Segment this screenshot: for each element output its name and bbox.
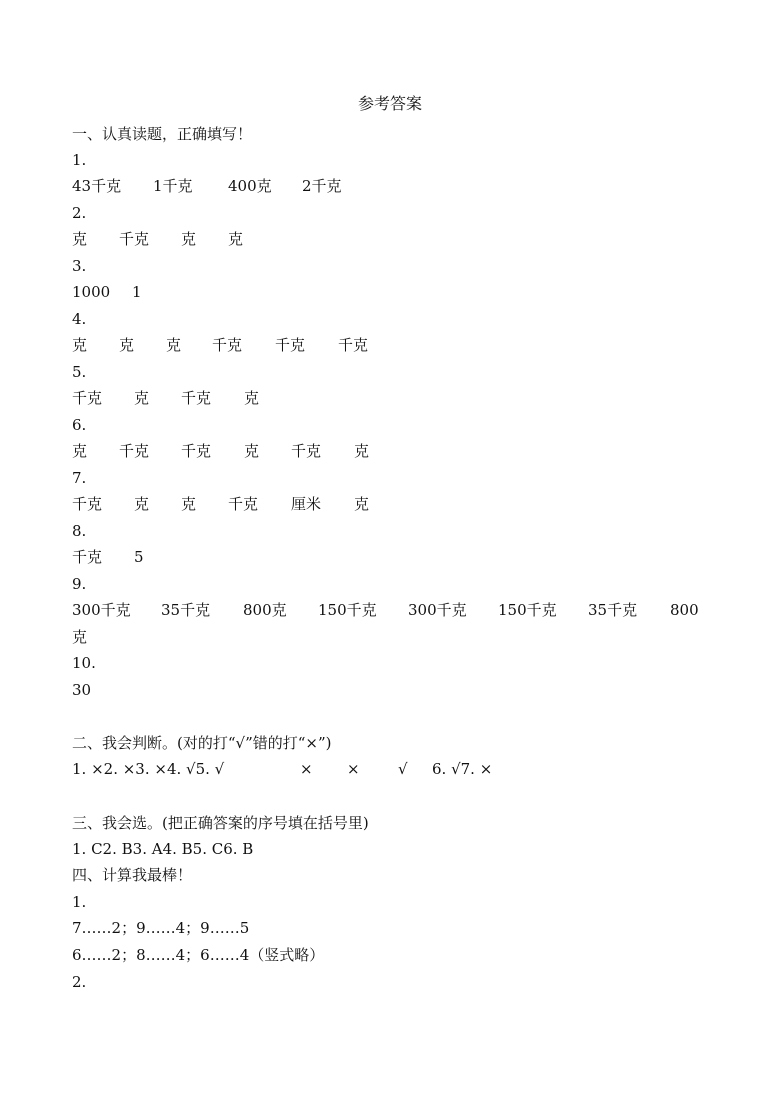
answer-item: 千克 [119,442,150,460]
answer-item: 千克 [181,442,212,460]
q6-answers [72,441,472,461]
q7-answers [72,494,472,514]
q7-number: 7. [72,469,87,487]
answer-item: 克 [244,389,260,407]
q10-answer: 30 [72,681,92,699]
answer-item: 克 [244,442,260,460]
q5-number: 5. [72,363,87,381]
answer-item: 800 [670,601,699,619]
answer-item: 35千克 [161,601,211,619]
section-3-heading: 三、我会选。(把正确答案的序号填在括号里) [72,814,369,832]
s4-q2-number: 2. [72,973,87,991]
answer-item: 1. ×2. ×3. ×4. √5. √ [72,760,225,778]
answer-item: 千克 [212,336,243,354]
section-1-heading: 一、认真读题，正确填写！ [72,125,253,143]
s4-q1-number: 1. [72,893,87,911]
q8-number: 8. [72,522,87,540]
answer-item: 1 [132,283,142,301]
answer-item: 35千克 [588,601,638,619]
answer-item: 克 [72,336,88,354]
q10-number: 10. [72,654,96,672]
answer-item: 厘米 [291,495,322,513]
answer-item: 300千克 [72,601,131,619]
answer-item: 150千克 [498,601,557,619]
section-2-heading: 二、我会判断。(对的打“√”错的打“×”) [72,734,332,752]
answer-item: 千克 [228,495,259,513]
q6-number: 6. [72,416,87,434]
q9-answers [72,600,712,620]
answer-item: 300千克 [408,601,467,619]
answer-item: √ [398,760,408,778]
answer-item: 150千克 [318,601,377,619]
answer-item: 400克 [228,177,272,195]
answer-item: 43千克 [72,177,122,195]
answer-item: 千克 [181,389,212,407]
q8-answers [72,547,472,567]
q9-number: 9. [72,575,87,593]
answer-item: 5 [134,548,144,566]
q1-answers [72,176,472,196]
answer-item: 克 [72,442,88,460]
answer-item: 克 [354,442,370,460]
s4-q1-row-2: 6……2；8……4；6……4（竖式略） [72,946,325,964]
answer-item: 克 [228,230,244,248]
answer-item: 千克 [72,389,103,407]
answer-item: × [347,760,360,778]
answer-item: 克 [181,495,197,513]
section-4-heading: 四、计算我最棒！ [72,866,193,884]
answer-item: 克 [166,336,182,354]
answer-item: 千克 [119,230,150,248]
section-3-answers: 1. C2. B3. A4. B5. C6. B [72,840,254,858]
answer-item: 克 [119,336,135,354]
answer-item: 克 [181,230,197,248]
s4-q1-row-1: 7……2；9……4；9……5 [72,919,250,937]
answer-item: 6. √7. × [432,760,493,778]
q5-answers [72,388,472,408]
answer-item: 克 [72,230,88,248]
q4-answers [72,335,472,355]
q2-answers [72,229,472,249]
q2-number: 2. [72,204,87,222]
answer-item: 2千克 [302,177,342,195]
answer-item: 千克 [72,495,103,513]
answer-item: 克 [354,495,370,513]
answer-item: 1000 [72,283,111,301]
section-2-answers [72,759,532,779]
answer-item: 1千克 [153,177,193,195]
answer-item: 千克 [72,548,103,566]
q3-number: 3. [72,257,87,275]
answer-item: 克 [134,495,150,513]
q3-answers [72,282,472,302]
answer-item: 克 [134,389,150,407]
answer-item: 千克 [275,336,306,354]
answer-item: × [300,760,313,778]
answer-item: 千克 [338,336,369,354]
q4-number: 4. [72,310,87,328]
page-title: 参考答案 [357,94,422,113]
q1-number: 1. [72,151,87,169]
q9-answers-wrap: 克 [72,628,88,646]
answer-item: 800克 [243,601,287,619]
answer-item: 千克 [291,442,322,460]
